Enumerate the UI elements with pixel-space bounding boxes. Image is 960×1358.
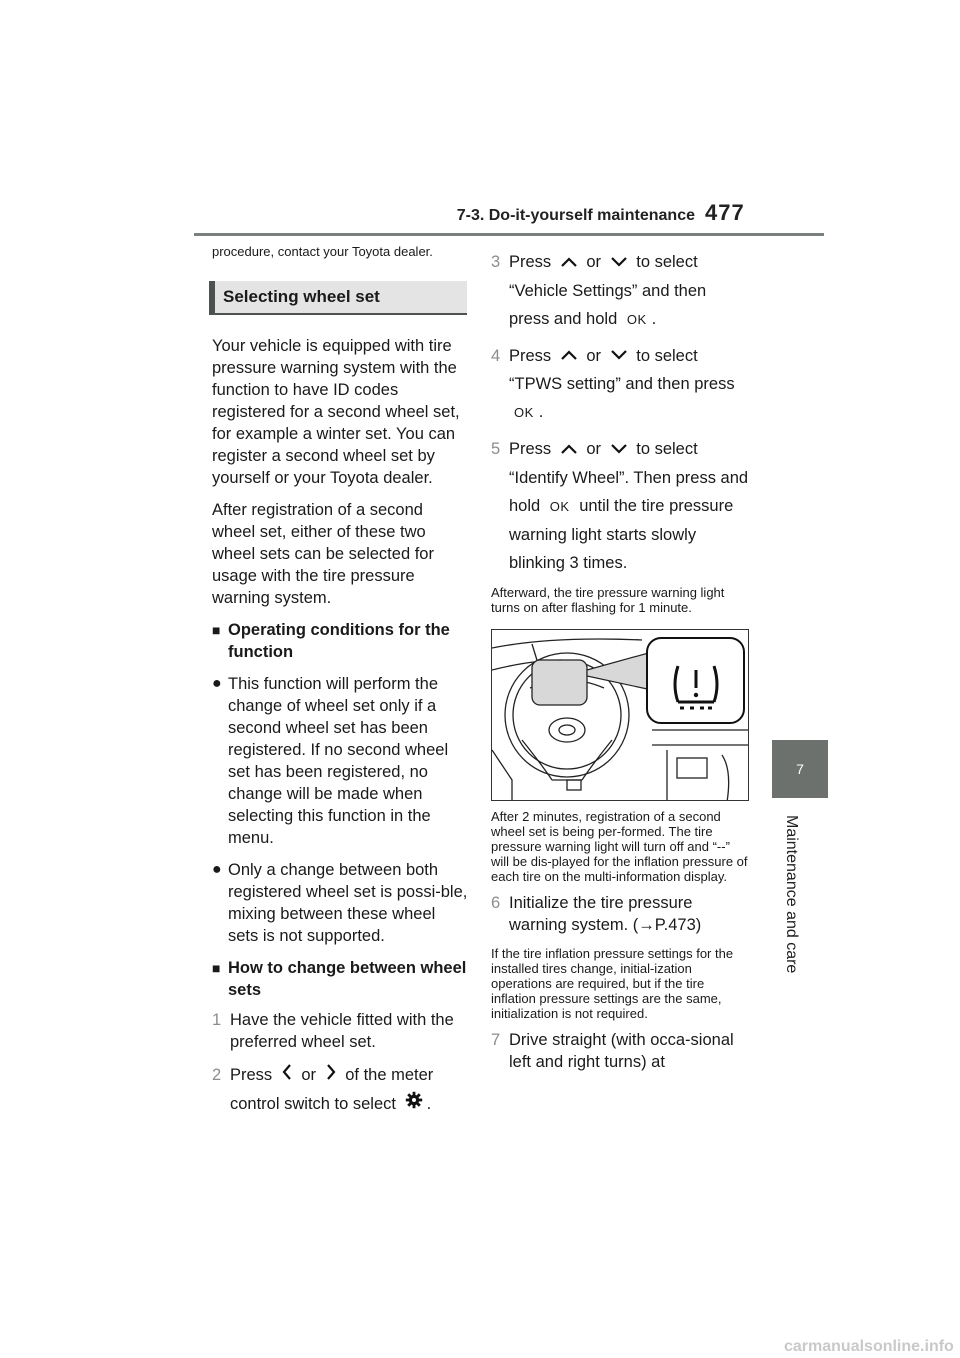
section-title: Selecting wheel set <box>209 281 467 315</box>
step-text: or <box>301 1066 317 1084</box>
chevron-down-icon <box>610 249 628 277</box>
note-text: If the tire inflation pressure settings for the installed tires change, initial-ization operations are required, but if the tire inflation pressure settings are the same, initialization is not required. <box>491 945 734 1021</box>
chevron-down-icon <box>610 436 628 464</box>
step-item <box>212 1009 470 1053</box>
square-bullet-icon: ■ <box>212 960 221 976</box>
subheading <box>212 619 470 663</box>
step-number: 1 <box>212 1011 222 1029</box>
chevron-up-icon <box>560 342 578 370</box>
note-text: After 2 minutes, registration of a second wheel set is being per-formed. The tire pressure warning light will turn off and “--” will be dis-played for the inflation pressure of each tire on the multi-information display. <box>491 808 748 884</box>
dashboard-illustration <box>491 629 749 801</box>
chapter-tab: 7 <box>772 740 828 798</box>
chevron-up-icon <box>560 436 578 464</box>
subheading-text: How to change between wheel sets <box>228 959 467 999</box>
step-item <box>212 1061 470 1118</box>
step-number: 7 <box>491 1030 501 1049</box>
step-number: 3 <box>491 253 501 271</box>
chevron-up-icon <box>560 249 578 277</box>
section-header: 7-3. Do-it-yourself maintenance <box>456 207 695 224</box>
gear-icon <box>405 1090 423 1118</box>
step-text: or <box>586 346 602 365</box>
chevron-right-icon <box>325 1062 337 1090</box>
step-text: . <box>426 1094 432 1113</box>
step-text: Drive straight (with occa-sional left and right turns) at <box>509 1030 734 1071</box>
header-rule <box>194 233 824 236</box>
bullet-text: Only a change between both registered wheel set is possi-ble, mixing between these wheel sets is not supported. <box>228 861 468 945</box>
paragraph: After registration of a second wheel set, either of these two wheel sets can be selected for usage with the tire pressure warning system. <box>212 501 434 607</box>
step-item <box>491 342 751 428</box>
chapter-label: Maintenance and care <box>783 815 800 974</box>
step-item <box>491 892 751 936</box>
step-item <box>491 435 751 577</box>
right-column <box>491 248 751 1073</box>
watermark: carmanualsonline.info <box>784 1338 954 1355</box>
step-text: Press <box>509 440 552 459</box>
step-text: Initialize the tire pressure warning system. (→P.473) <box>509 893 702 934</box>
step-item <box>491 1029 751 1073</box>
square-bullet-icon: ■ <box>212 622 221 638</box>
step-text: to select “Vehicle Settings” and then press and hold <box>509 253 707 328</box>
ok-icon: OK <box>514 405 534 421</box>
step-text: to select “TPWS setting” and then press <box>509 346 735 394</box>
step-item <box>491 248 751 334</box>
bullet-text: This function will perform the change of wheel set only if a second wheel set has been registered. If no second wheel set has been registered, no change will be made when selecting this function in the menu. <box>228 675 449 847</box>
chevron-down-icon <box>610 342 628 370</box>
step-number: 2 <box>212 1066 222 1084</box>
step-text: of the meter control switch to select <box>230 1066 434 1113</box>
ok-icon: OK <box>626 311 647 327</box>
paragraph: Your vehicle is equipped with tire pressure warning system with the function to have ID codes registered for a second wheel set, for example a winter set. You can register a second wheel set by yourself or your Toyota dealer. <box>212 337 460 487</box>
subheading-text: Operating conditions for the function <box>228 621 450 661</box>
step-number: 5 <box>491 440 501 459</box>
step-text: Press <box>509 253 552 271</box>
bullet-dot-icon: ● <box>212 861 222 878</box>
note-text: Afterward, the tire pressure warning light turns on after flashing for 1 minute. <box>491 584 725 615</box>
bullet-dot-icon: ● <box>212 675 222 692</box>
step-text: until the tire pressure warning light starts slowly blinking 3 times. <box>509 496 734 572</box>
chevron-left-icon <box>281 1062 293 1090</box>
ok-icon: OK <box>549 498 570 514</box>
step-number: 6 <box>491 893 501 912</box>
step-text: Press <box>230 1066 273 1084</box>
step-text: to select “Identify Wheel”. Then press and hold <box>509 440 749 515</box>
bullet-item <box>212 673 470 849</box>
step-text: or <box>586 253 602 271</box>
step-text: . <box>538 403 544 422</box>
step-number: 4 <box>491 346 501 365</box>
subheading <box>212 957 470 1001</box>
step-text: Have the vehicle fitted with the preferred wheel set. <box>230 1011 454 1051</box>
page-number: 477 <box>705 200 745 225</box>
step-text: . <box>651 309 657 328</box>
bullet-item <box>212 859 470 947</box>
step-text: Press <box>509 346 552 365</box>
dashboard-drawing <box>492 630 749 801</box>
step-text: or <box>586 440 602 459</box>
left-column <box>212 244 470 1118</box>
intro-text: procedure, contact your Toyota dealer. <box>212 244 433 259</box>
